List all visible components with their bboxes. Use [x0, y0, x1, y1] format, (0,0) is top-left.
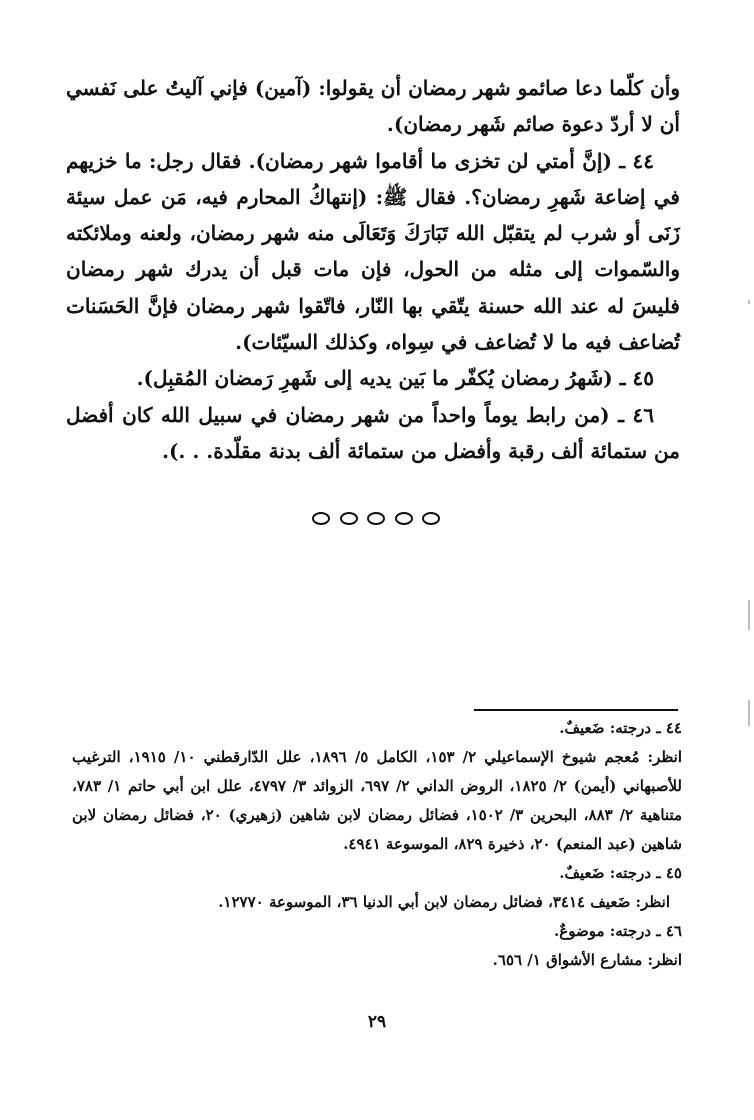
hadith-44: ٤٤ ـ (إنَّ أمتي لن تخزى ما أقاموا شهر رمضان). فقال رجل: ما خزيهم في إضاعة شَهرِ رمضان؟. فقال ﷺ: (إنتهاكُ المحارم فيه، مَن عمل سيئة زَنَى أو شرب لم يتقبّل الله تَبَارَكَ وَتَعَالَى منه شهر رمضان، ولعنه وملائكته والسّموات إلى مثله من الحول، فإن مات قبل أن يدرك شهر رمضان فليسَ له عند الله حسنة يتّقي بها النّار، فاتّقوا شهر رمضان فإنَّ الحَسَنات تُضاعف فيه ما لا تُضاعف في سِواه، وكذلك السيّئات). [66, 148, 680, 355]
scan-edge-mark [748, 300, 750, 304]
footnote-44 [72, 714, 682, 859]
separator-ring-icon [395, 512, 413, 525]
footnote-grade-label: ٤٤ ـ درجته: [604, 719, 682, 737]
hadith-46: ٤٦ ـ (من رابط يوماً واحداً من شهر رمضان في سبيل الله كان أفضل من ستمائة ألف رقبة وأفضل من ستمائة ألف بدنة مقلّدة. . .). [66, 402, 680, 463]
footnote-grade-value: ضَعيفٌ. [559, 864, 605, 882]
page-number: ٢٩ [367, 1012, 387, 1032]
footnote-46 [72, 917, 682, 975]
footnote-divider [474, 709, 678, 711]
footnote-grade-value: ضَعيفٌ. [559, 719, 605, 737]
footnote-references: انظر: ضَعيف ٣٤١٤، فضائل رمضان لابن أبي الدنيا ٣٦، الموسوعة ١٢٧٧٠. [218, 893, 670, 911]
footnote-grade [72, 859, 682, 888]
paragraph-continuation: وأن كلّما دعا صائمو شهر رمضان أن يقولوا: (آمين) فإني آليتُ على نَفسي أن لا أردّ دعوة صائم شَهر رمضان). [66, 76, 680, 137]
separator-ring-icon [367, 512, 385, 525]
footnote-grade-label: ٤٦ ـ درجته: [604, 922, 682, 940]
footnote-references: انظر: مُعجم شيوخ الإسماعيلي ٢/ ١٥٣، الكامل ٥/ ١٨٩٦، علل الدّارقطني ١٠/ ١٩١٥، الترغيب للأصبهاني (أيمن) ٢/ ١٨٢٥، الروض الداني ٢/ ٦٩٧، الزوائد ٣/ ٤٧٩٧، علل ابن أبي حاتم ١/ ٧٨٣، متناهية ٢/ ٨٨٣، البحرين ٣/ ١٥٠٢، فضائل رمضان لابن شاهين (زهيري) ٢٠، فضائل رمضان لابن شاهين (عبد المنعم) ٢٠، ذخيرة ٨٢٩، الموسوعة ٤٩٤١. [72, 748, 683, 853]
hadith-45: ٤٥ ـ (شَهرُ رمضان يُكفّر ما بَين يديه إلى شَهرِ رَمضان المُقبِل). [136, 366, 654, 391]
footnote-45 [72, 859, 682, 917]
separator-ring-icon [312, 512, 330, 525]
footnotes [72, 714, 682, 975]
footnote-grade-value: موضوعٌ. [554, 922, 605, 940]
section-separator-rings [312, 503, 440, 533]
footnote-references: انظر: مشارع الأشواق ١/ ٦٥٦. [492, 951, 682, 969]
separator-ring-icon [422, 512, 440, 525]
scan-edge-mark [748, 700, 750, 726]
footnote-grade [72, 714, 682, 743]
scan-edge-mark [748, 600, 750, 630]
main-text [66, 70, 680, 469]
separator-ring-icon [340, 512, 358, 525]
footnote-grade [72, 917, 682, 946]
footnote-grade-label: ٤٥ ـ درجته: [604, 864, 682, 882]
